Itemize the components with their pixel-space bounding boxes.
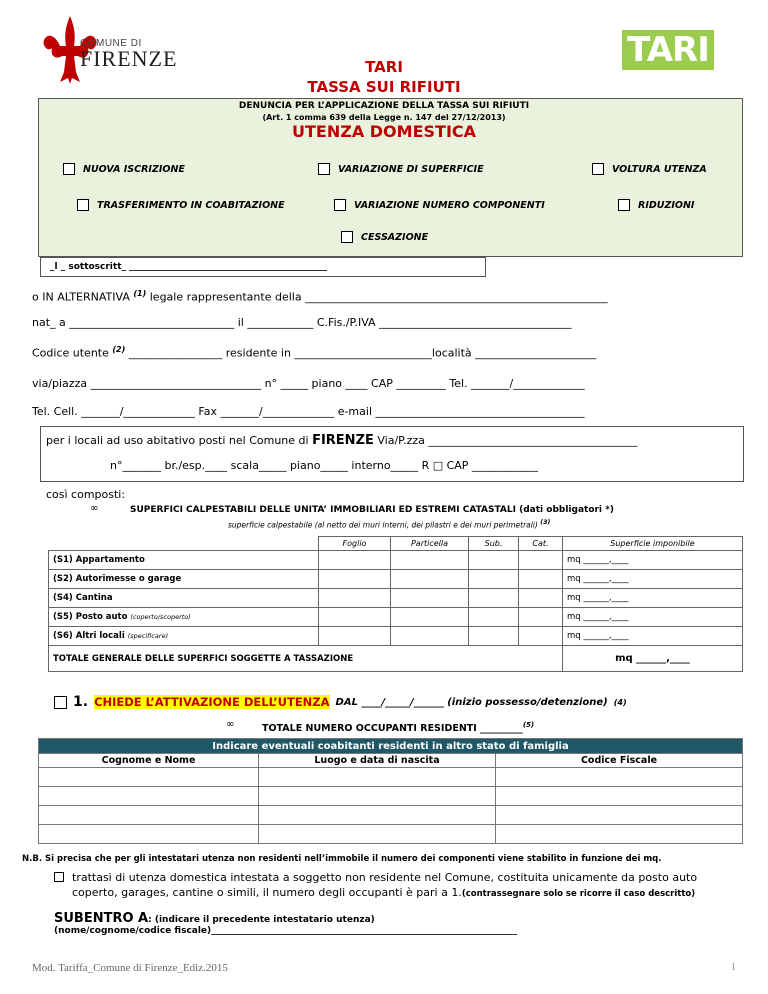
table-row — [39, 806, 743, 825]
option-trasferimento[interactable]: TRASFERIMENTO IN COABITAZIONE — [77, 199, 285, 211]
table-row — [39, 787, 743, 806]
superfici-note: superficie calpestabile (al netto dei muri interni, dei pilastri e dei muri perimetrali) $^{(3)}$ — [228, 519, 551, 530]
comune-name: FIRENZE — [80, 46, 178, 71]
checkbox[interactable] — [318, 163, 330, 175]
locali-dettagli[interactable]: n°_______ br./esp.____ scala_____ piano_____ interno_____ R □ CAP ____________ — [110, 459, 538, 472]
alternativa-label: o IN ALTERNATIVA $^{(1)}$ legale rappresentante della _______________________________________________________ — [32, 289, 608, 304]
chiede-row[interactable]: 1. CHIEDE L’ATTIVAZIONE DELL’UTENZA DAL ____/_____/______ (inizio possesso/detenzione) (4) — [54, 694, 627, 710]
title-tassa: TASSA SUI RIFIUTI — [307, 78, 461, 96]
table-row: (S2) Autorimesse o garage mq ______,____ — [49, 570, 743, 589]
option-riduzioni[interactable]: RIDUZIONI — [618, 199, 694, 211]
table-row: (S6) Altri locali (specificare) mq ______,____ — [49, 627, 743, 646]
checkbox[interactable] — [592, 163, 604, 175]
cosi-composti: così composti: — [46, 488, 126, 501]
declaration-law: (Art. 1 comma 639 della Legge n. 147 del 27/12/2013) — [262, 113, 506, 122]
checkbox[interactable] — [54, 872, 64, 882]
bullet-icon: ∞ — [90, 503, 99, 514]
checkbox[interactable] — [54, 696, 67, 709]
table-row: (S5) Posto auto (coperto/scoperto) mq ______,____ — [49, 608, 743, 627]
option-nuova-iscrizione[interactable]: NUOVA ISCRIZIONE — [63, 163, 185, 175]
footer-text: Mod. Tariffa_Comune di Firenze_Ediz.2015 — [32, 962, 228, 974]
table-row: (S1) Appartamento mq ______,____ — [49, 551, 743, 570]
option-variazione-superficie[interactable]: VARIAZIONE DI SUPERFICIE — [318, 163, 484, 175]
checkbox[interactable] — [77, 199, 89, 211]
subentro-row: SUBENTRO A: (indicare il precedente intestatario utenza) — [54, 911, 375, 926]
option-variazione-componenti[interactable]: VARIAZIONE NUMERO COMPONENTI — [334, 199, 545, 211]
totale-occupanti[interactable]: TOTALE NUMERO OCCUPANTI RESIDENTI _________$^{(5)}$ — [262, 721, 535, 735]
checkbox[interactable] — [341, 231, 353, 243]
contatti-line[interactable]: Tel. Cell. _______/_____________ Fax _______/_____________ e-mail ______________________________________ — [32, 405, 585, 418]
total-row: TOTALE GENERALE DELLE SUPERFICI SOGGETTE A TASSAZIONE mq ______,____ — [49, 646, 743, 672]
table-row — [39, 768, 743, 787]
trattasi-row[interactable]: trattasi di utenza domestica intestata a soggetto non residente nel Comune, costituita unicamente da posto auto coperto, garages, cantine o simili, il numero degli occupanti è pari a 1.(contrassegnare solo se ricorre il caso descritto) — [54, 870, 697, 902]
bullet-icon: ∞ — [226, 719, 235, 730]
table-row: (S4) Cantina mq ______,____ — [49, 589, 743, 608]
checkbox[interactable] — [334, 199, 346, 211]
indirizzo-line[interactable]: via/piazza _______________________________ n° _____ piano ____ CAP _________ Tel. _______/_____________ — [32, 377, 585, 390]
subentro-field[interactable]: (nome/cognome/codice fiscale)____________________________________________________________________ — [54, 926, 518, 936]
title-tari: TARI — [365, 58, 403, 76]
option-voltura-utenza[interactable]: VOLTURA UTENZA — [592, 163, 707, 175]
tari-logo: TARI — [622, 30, 714, 70]
option-cessazione[interactable]: CESSAZIONE — [341, 231, 428, 243]
codice-utente-line[interactable]: Codice utente $^{(2)}$ _________________ residente in _________________________località ______________________ — [32, 345, 597, 360]
checkbox[interactable] — [63, 163, 75, 175]
locali-line[interactable]: per i locali ad uso abitativo posti nel Comune di FIRENZE Via/P.zza ______________________________________ — [46, 433, 638, 448]
superfici-table: Foglio Particella Sub. Cat. Superficie imponibile (S1) Appartamento mq ______,____ (S2) Autorimesse o garage mq ______,____ (S4) Cantina mq ______,____ (S5) Posto auto (coperto/scoperto) mq ______,____ (S6) Altri locali (specificare) mq ______,____ TOTALE GENERALE DELLE SUPERFICI SOGGETTE A TASSAZIONE mq ______,____ — [48, 536, 743, 672]
superfici-title: SUPERFICI CALPESTABILI DELLE UNITA’ IMMOBILIARI ED ESTREMI CATASTALI (dati obbligatori *) — [130, 505, 614, 515]
coabitanti-table: Indicare eventuali coabitanti residenti in altro stato di famiglia Cognome e Nome Luogo e data di nascita Codice Fiscale — [38, 738, 743, 844]
nb-note: N.B. Si precisa che per gli intestatari utenza non residenti nell’immobile il numero dei componenti viene stabilito in funzione dei mq. — [22, 854, 662, 864]
declaration-title: DENUNCIA PER L’APPLICAZIONE DELLA TASSA SUI RIFIUTI — [238, 101, 530, 111]
checkbox[interactable] — [618, 199, 630, 211]
table-row — [39, 825, 743, 844]
utenza-title: UTENZA DOMESTICA — [291, 122, 477, 141]
nascita-line[interactable]: nat_ a ______________________________ il ____________ C.Fis./P.IVA ___________________________________ — [32, 316, 572, 329]
page-number: 1 — [731, 962, 736, 973]
comune-label: COMUNE DI — [80, 38, 142, 49]
sottoscritto-field[interactable]: _l _ sottoscritt_ ____________________________________________ — [50, 262, 328, 272]
